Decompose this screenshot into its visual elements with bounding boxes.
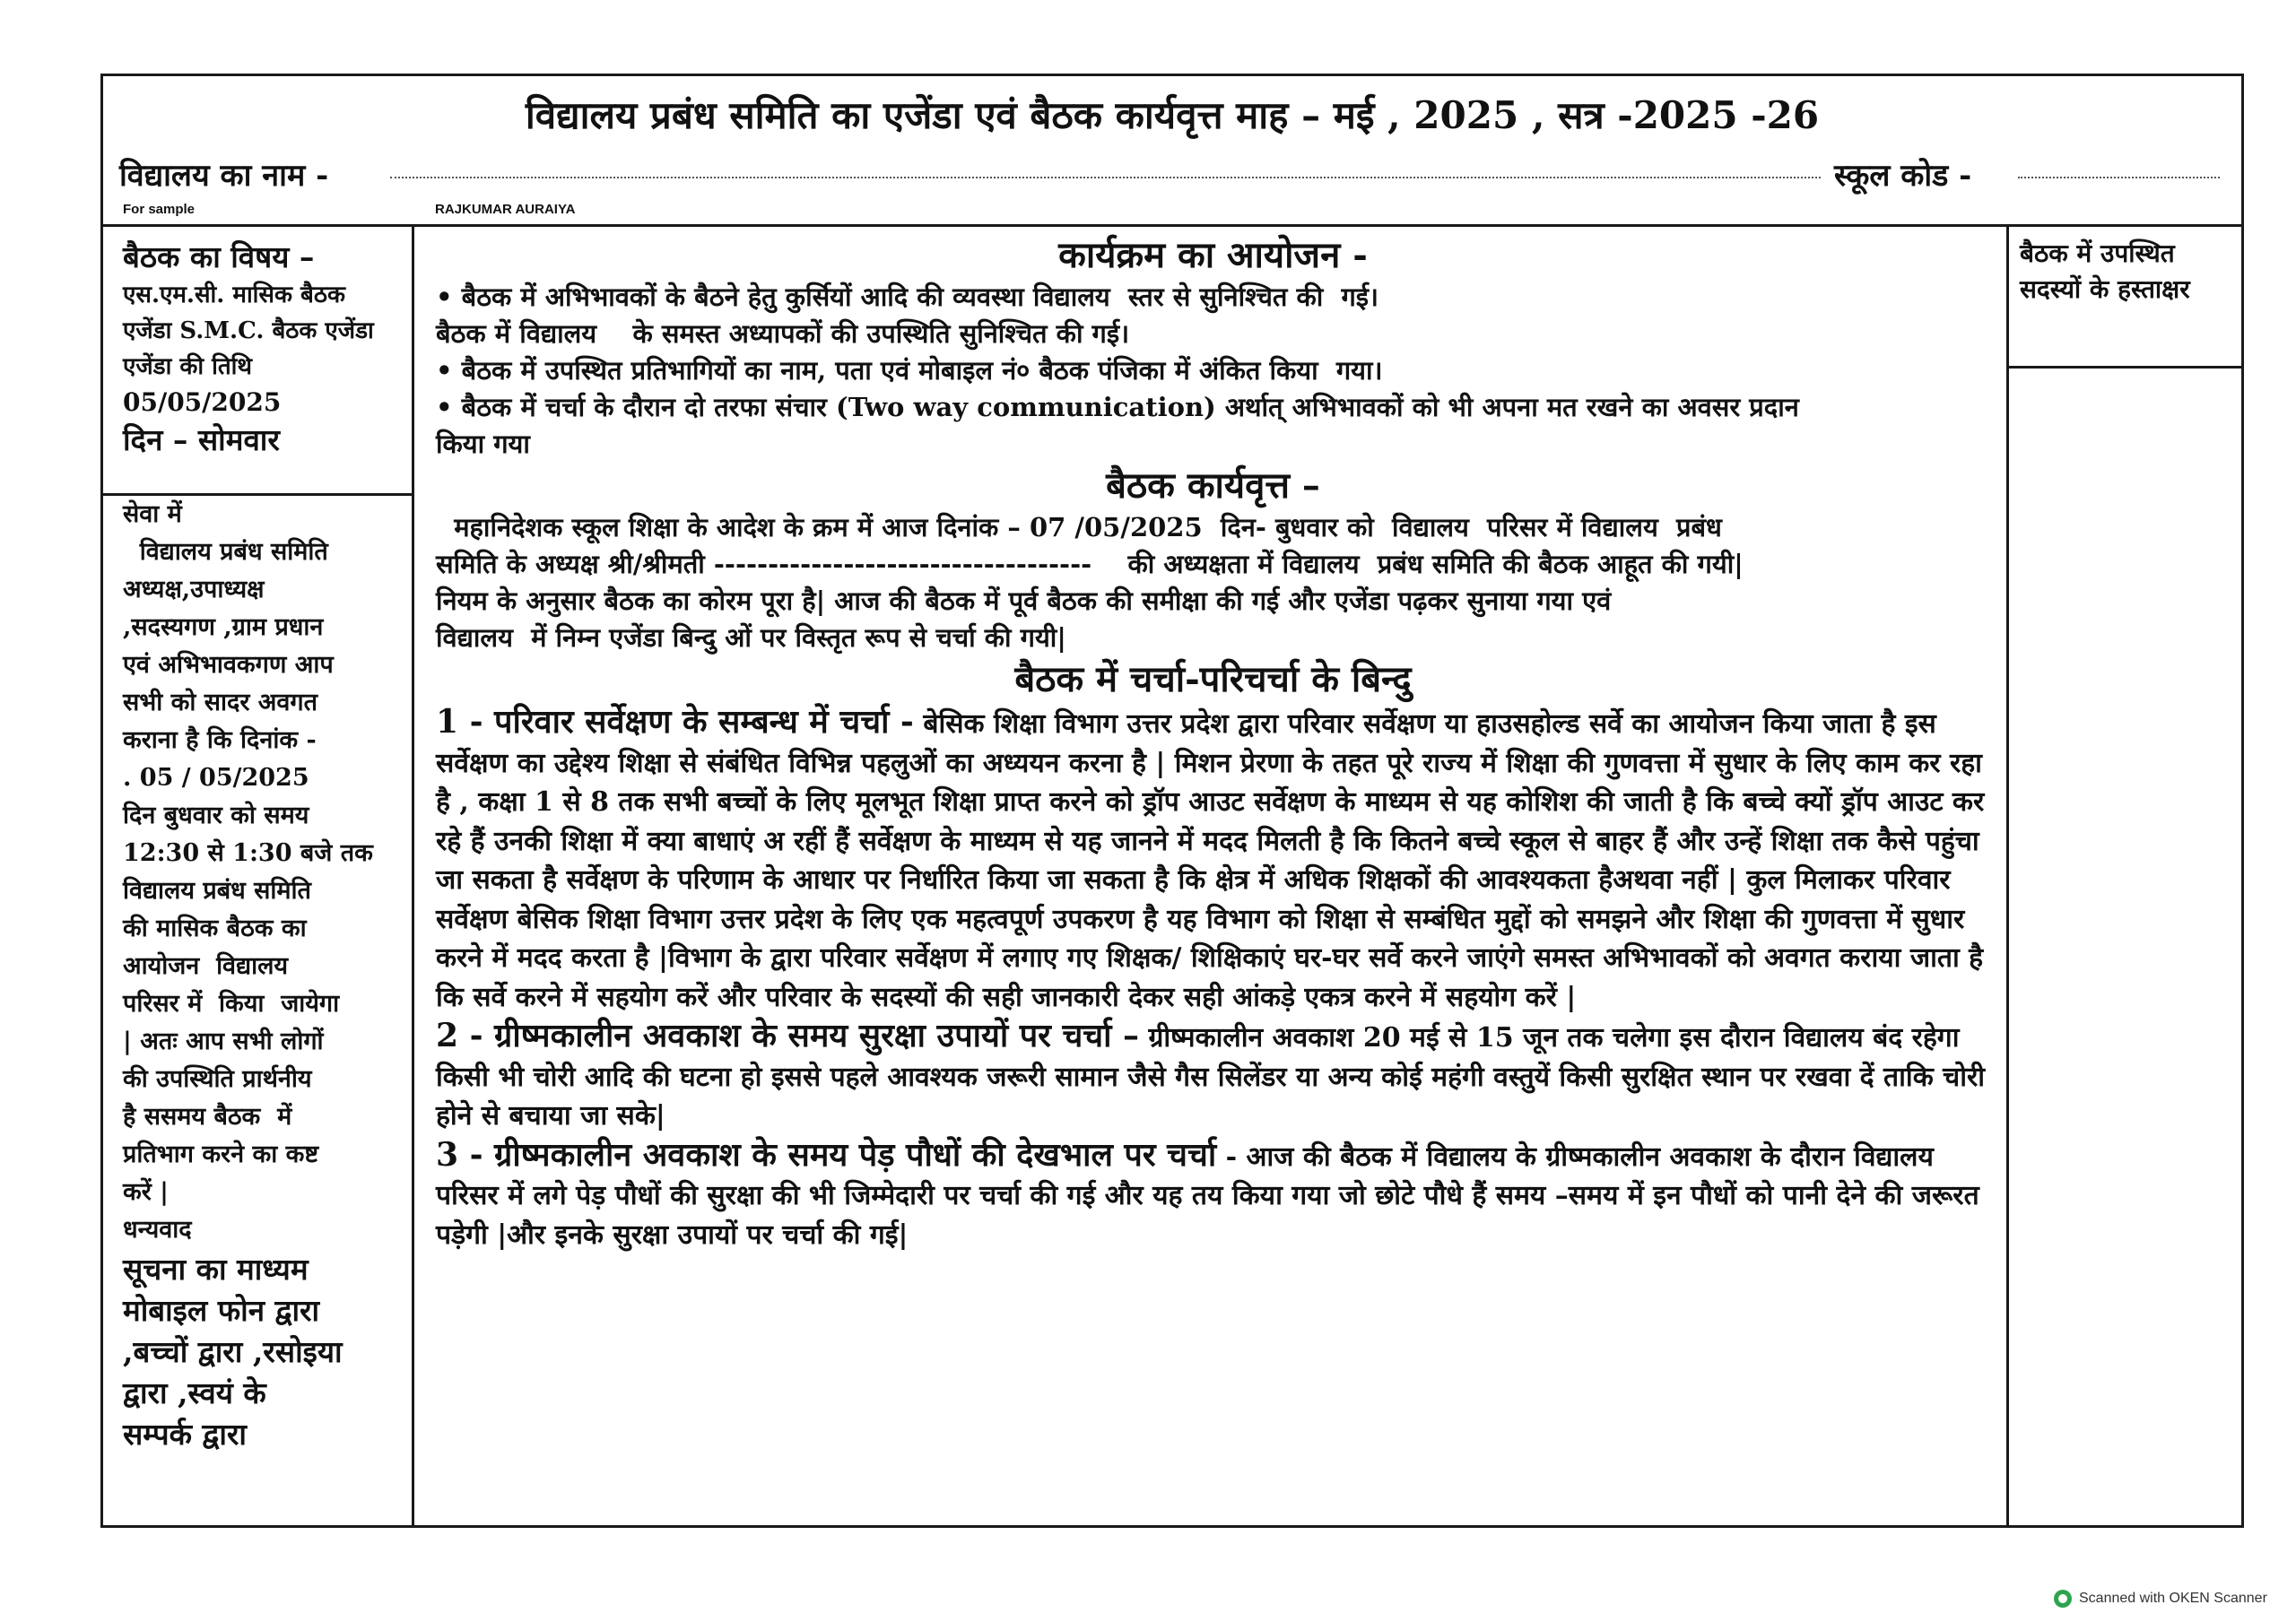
signature-heading: बैठक में उपस्थित सदस्यों के हस्ताक्षर: [2009, 227, 2241, 369]
document-title: विद्यालय प्रबंध समिति का एजेंडा एवं बैठक कार्यवृत्त माह – मई , 2025 , सत्र -2025 -26: [525, 93, 1820, 137]
notice-line: कराना है कि दिनांक -: [123, 726, 317, 754]
school-name-blank: [390, 177, 1821, 178]
agenda-day: दिन – सोमवार: [123, 422, 280, 457]
notice-line: विद्यालय प्रबंध समिति: [123, 538, 328, 566]
info-line: सम्पर्क द्वारा: [123, 1417, 247, 1452]
right-column: [2006, 227, 2241, 1525]
notice-line: ,सदस्यगण ,ग्राम प्रधान: [123, 613, 324, 641]
notice-line: करें |: [123, 1178, 170, 1206]
info-line: सूचना का माध्यम: [123, 1252, 309, 1287]
info-line: मोबाइल फोन द्वारा: [123, 1293, 320, 1328]
point-1-text: बेसिक शिक्षा विभाग उत्तर प्रदेश द्वारा परिवार सर्वेक्षण या हाउसहोल्ड सर्वे का आयोजन किया जाता है इस सर्वेक्षण का उद्देश्य शिक्षा से संबंधित विभिन्न पहलुओं का अध्ययन करना है | मिशन प्रेरणा के तहत पूरे राज्य में शिक्षा की गुणवत्ता में सुधार के लिए काम कर रहा है , कक्षा 1 से 8 तक सभी बच्चों के लिए मूलभूत शिक्षा प्राप्त करने को ड्रॉप आउट सर्वेक्षण के माध्यम से यह कोशिश की जाती है कि बच्चे क्यों ड्रॉप आउट कर रहे हैं उनकी शिक्षा में क्या बाधाएं अ रहीं हैं सर्वेक्षण के माध्यम से यह जानने में मदद मिलती है कि कितने बच्चे स्कूल से बाहर हैं और उन्हें शिक्षा तक कैसे पहुंचा जा सकता है सर्वेक्षण के परिणाम के आधार पर निर्धारित किया जा सकता है कि क्षेत्र में अधिक शिक्षकों की आवश्यकता हैअथवा नहीं | कुल मिलाकर परिवार सर्वेक्षण बेसिक शिक्षा विभाग उत्तर प्रदेश के लिए एक महत्वपूर्ण उपकरण है यह विभाग को शिक्षा से सम्बंधित मुद्दों को समझने और शिक्षा की गुणवत्ता में सुधार करने में मदद करता है |विभाग के द्वारा परिवार सर्वेक्षण में लगाए गए शिक्षक/ शिक्षिकाएं घर-घर सर्वे करने जाएंगे समस्त अभिभावकों को अवगत कराया जाता है कि सर्वे करने में सहयोग करें और परिवार के सदस्यों की सही जानकारी देकर सही आंकड़े एकत्र करने में सहयोग करें |: [436, 708, 1985, 1013]
minutes-line: विद्यालय में निम्न एजेंडा बिन्दु ओं पर विस्तृत रूप से चर्चा की गयी|: [436, 622, 1066, 653]
program-line: • बैठक में चर्चा के दौरान दो तरफा संचार (Two way communication) अर्थात् अभिभावकों को भी अपना मत रखने का अवसर प्रदान: [436, 392, 1799, 422]
notice-line: . 05 / 05/2025: [123, 764, 309, 792]
minutes-lines: [436, 509, 1990, 656]
minutes-line: समिति के अध्यक्ष श्री/श्रीमती ----------------------------------- की अध्यक्षता में विद्यालय प्रबंध समिति की बैठक आहूत की गयी|: [436, 549, 1744, 579]
document-frame: [100, 74, 2244, 1528]
notice-line: प्रतिभाग करने का कष्ट: [123, 1141, 319, 1168]
notice-box: [103, 496, 412, 1455]
point-2: [436, 1017, 1990, 1136]
notice-line: की उपस्थिति प्रार्थनीय: [123, 1065, 312, 1093]
main-content: [414, 227, 2006, 1525]
agenda-date-value: 05/05/2025: [123, 387, 282, 417]
info-line: ,बच्चों द्वारा ,रसोइया: [123, 1334, 343, 1369]
document-header: [103, 76, 2241, 227]
notice-line: विद्यालय प्रबंध समिति: [123, 877, 311, 905]
point-1: [436, 703, 1990, 1017]
point-1-heading: 1 - परिवार सर्वेक्षण के सम्बन्ध में चर्चा -: [436, 703, 914, 741]
left-column: [103, 227, 414, 1525]
notice-line: अध्यक्ष,उपाध्यक्ष: [123, 576, 265, 603]
info-line: द्वारा ,स्वयं के: [123, 1375, 266, 1410]
subject-line: एस.एम.सी. मासिक बैठक: [123, 282, 345, 308]
school-code-label: स्कूल कोड -: [1834, 158, 1972, 194]
program-lines: [436, 279, 1990, 463]
notice-line: धन्यवाद: [123, 1216, 192, 1244]
minutes-line: नियम के अनुसार बैठक का कोरम पूरा है| आज की बैठक में पूर्व बैठक की समीक्षा की गई और एजेंडा पढ़कर सुनाया गया एवं: [436, 585, 1612, 616]
notice-line: एवं अभिभावकगण आप: [123, 651, 334, 679]
program-line: • बैठक में अभिभावकों के बैठने हेतु कुर्सियों आदि की व्यवस्था विद्यालय स्तर से सुनिश्चित की गई।: [436, 282, 1379, 312]
notice-line: दिन बुधवार को समय: [123, 802, 309, 829]
info-medium-text: [123, 1249, 412, 1455]
point-3-heading: 3 - ग्रीष्मकालीन अवकाश के समय पेड़ पौधों की देखभाल पर चर्चा: [436, 1135, 1217, 1174]
minutes-title: बैठक कार्यवृत्त –: [1106, 464, 1320, 507]
agenda-date-label: एजेंडा की तिथि: [123, 353, 253, 380]
notice-line: है ससमय बैठक में: [123, 1103, 292, 1131]
school-code-blank: [2018, 177, 2220, 178]
notice-line: 12:30 से 1:30 बजे तक: [123, 839, 373, 867]
program-line: किया गया: [436, 429, 530, 459]
program-line: बैठक में विद्यालय के समस्त अध्यापकों की उपस्थिति सुनिश्चित की गई।: [436, 318, 1130, 349]
point-2-text: ग्रीष्मकालीन अवकाश 20 मई से 15 जून तक चलेगा इस दौरान विद्यालय बंद रहेगा किसी भी चोरी आदि की घटना हो इससे पहले आवश्यक जरूरी सामान जैसे गैस सिलेंडर या अन्य कोई महंगी वस्तुयें किसी सुरक्षित स्थान पर रखवा दें ताकि चोरी होने से बचाया जा सके|: [436, 1022, 1986, 1132]
scanner-text: Scanned with OKEN Scanner: [2079, 1591, 2267, 1606]
discussion-points-title: बैठक में चर्चा-परिचर्चा के बिन्दु: [1014, 658, 1412, 700]
author-name: RAJKUMAR AURAIYA: [435, 202, 576, 217]
notice-line: की मासिक बैठक का: [123, 915, 307, 942]
program-line: • बैठक में उपस्थित प्रतिभागियों का नाम, पता एवं मोबाइल नं० बैठक पंजिका में अंकित किया गया।: [436, 355, 1383, 386]
subject-heading: बैठक का विषय –: [123, 239, 315, 274]
notice-line: आयोजन विद्यालय: [123, 952, 289, 980]
subject-line: एजेंडा S.M.C. बैठक एजेंडा: [123, 317, 374, 344]
notice-line: | अतः आप सभी लोगों: [123, 1028, 324, 1055]
notice-line: सेवा में: [123, 500, 182, 528]
program-title: कार्यक्रम का आयोजन -: [1058, 234, 1368, 276]
scanner-watermark: [2054, 1590, 2267, 1608]
scanner-logo-icon: [2054, 1590, 2072, 1608]
point-2-heading: 2 - ग्रीष्मकालीन अवकाश के समय सुरक्षा उपायों पर चर्चा –: [436, 1017, 1140, 1054]
point-3: [436, 1136, 1990, 1255]
minutes-line: महानिदेशक स्कूल शिक्षा के आदेश के क्रम में आज दिनांक – 07 /05/2025 दिन- बुधवार को विद्यालय परिसर में विद्यालय प्रबंध: [436, 512, 1722, 542]
sample-note: For sample: [123, 202, 196, 217]
point-3-text: - आज की बैठक में विद्यालय के ग्रीष्मकालीन अवकाश के दौरान विद्यालय परिसर में लगे पेड़ पौधों की सुरक्षा की भी जिम्मेदारी पर चर्चा की गई और यह तय किया गया जो छोटे पौधे हैं समय –समय में इन पौधों को पानी देने की जरूरत पड़ेगी |और इनके सुरक्षा उपायों पर चर्चा की गई|: [436, 1141, 1979, 1251]
school-name-label: विद्यालय का नाम -: [119, 158, 329, 194]
notice-line: सभी को सादर अवगत: [123, 689, 318, 716]
notice-line: परिसर में किया जायेगा: [123, 990, 340, 1018]
meeting-subject-box: [103, 227, 412, 496]
notice-text: [123, 496, 412, 1249]
